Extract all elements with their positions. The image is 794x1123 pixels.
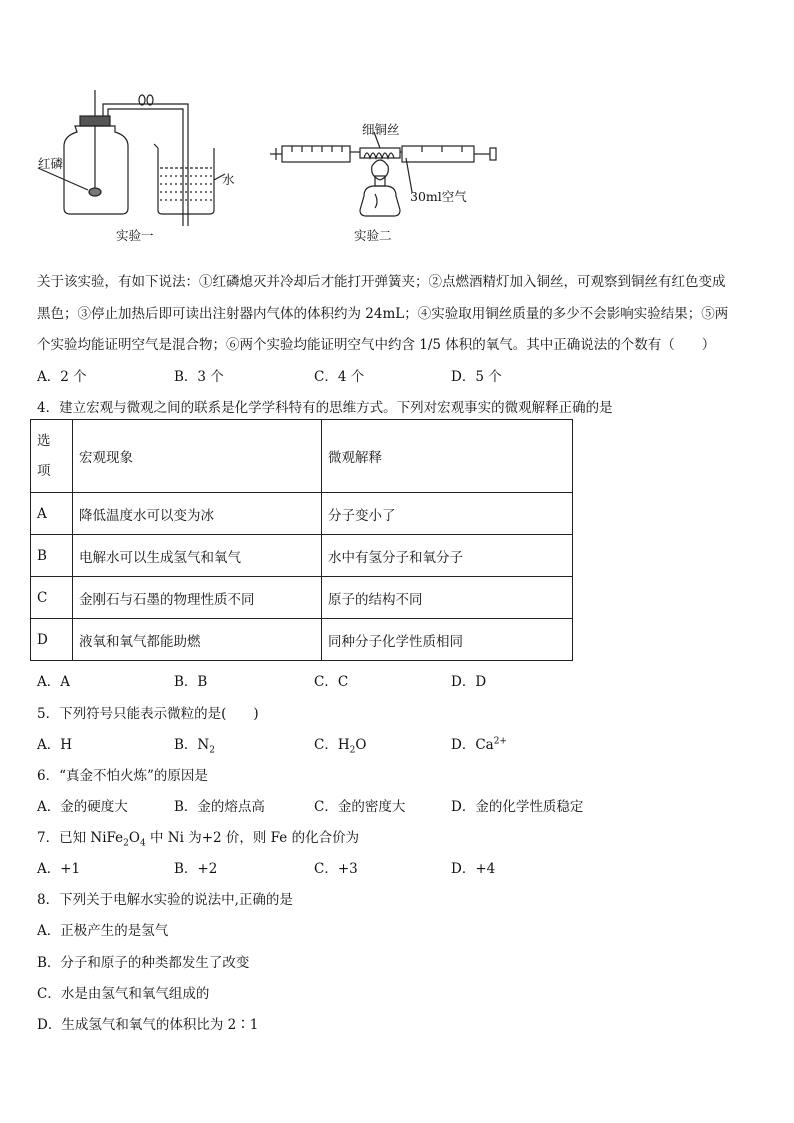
q7-stem-suffix: 中 Ni 为+2 价，则 Fe 的化合价为 xyxy=(145,830,360,846)
flask-apparatus xyxy=(38,90,225,226)
q7-option-c[interactable]: C．+3 xyxy=(314,861,358,877)
table-row xyxy=(31,577,573,619)
q5-c-text: C．H xyxy=(314,737,350,753)
header-micro: 微观解释 xyxy=(322,420,573,493)
q8-option-a[interactable]: A．正极产生的是氢气 xyxy=(37,923,169,939)
water-label: 水 xyxy=(222,172,235,187)
table-row xyxy=(31,535,573,577)
q6-option-a[interactable]: A．金的硬度大 xyxy=(37,799,128,815)
phosphorus-label: 红磷 xyxy=(38,156,64,171)
table-row xyxy=(31,619,573,661)
exp2-caption: 实验二 xyxy=(354,228,392,243)
q3-option-d[interactable]: D．5 个 xyxy=(451,369,502,385)
table-header-row xyxy=(31,420,573,493)
row-macro: 液氧和氧气都能助燃 xyxy=(73,619,322,661)
q5-option-d[interactable] xyxy=(451,733,507,753)
q3-line-2: 黑色；③停止加热后即可读出注射器内气体的体积约为 24mL；④实验取用铜丝质量的多少不会影响实验结果；⑤两 xyxy=(37,306,729,322)
q4-option-b[interactable]: B．B xyxy=(174,674,208,690)
q4-option-a[interactable]: A．A xyxy=(37,674,70,690)
row-option: B xyxy=(31,535,73,577)
row-micro: 原子的结构不同 xyxy=(322,577,573,619)
q4-option-d[interactable]: D．D xyxy=(451,674,487,690)
row-macro: 金刚石与石墨的物理性质不同 xyxy=(73,577,322,619)
q5-a-text: A．H xyxy=(37,737,73,753)
q5-b-text: B．N xyxy=(174,737,210,753)
q3-option-b[interactable]: B．3 个 xyxy=(174,369,224,385)
experiment-figures xyxy=(30,88,510,248)
q5-option-b[interactable] xyxy=(174,733,215,756)
header-macro: 宏观现象 xyxy=(73,420,322,493)
q5-option-c[interactable] xyxy=(314,733,366,756)
header-option-1: 选 xyxy=(37,433,51,449)
row-macro: 降低温度水可以变为冰 xyxy=(73,493,322,535)
q8-option-c[interactable]: C．水是由氢气和氧气组成的 xyxy=(37,986,210,1002)
q5-c-sub: 2 xyxy=(349,745,356,756)
row-micro: 分子变小了 xyxy=(322,493,573,535)
q8-stem: 8．下列关于电解水实验的说法中,正确的是 xyxy=(37,892,293,908)
header-option-2: 项 xyxy=(37,463,51,479)
q5-stem: 5．下列符号只能表示微粒的是( ) xyxy=(37,706,259,722)
row-micro: 同种分子化学性质相同 xyxy=(322,619,573,661)
q6-option-c[interactable]: C．金的密度大 xyxy=(314,799,406,815)
q7-option-b[interactable]: B．+2 xyxy=(174,861,218,877)
q7-stem-prefix: 7．已知 NiFe xyxy=(37,830,124,846)
q8-option-d[interactable]: D．生成氢气和氧气的体积比为 2∶1 xyxy=(37,1017,259,1033)
q8-option-b[interactable]: B．分子和原子的种类都发生了改变 xyxy=(37,955,250,971)
q6-option-b[interactable]: B．金的熔点高 xyxy=(174,799,265,815)
q7-stem-mid: O xyxy=(128,830,140,846)
q7-sub-1: 2 xyxy=(123,838,129,849)
air-label: 30ml空气 xyxy=(410,189,467,204)
q3-option-a[interactable]: A．2 个 xyxy=(37,369,87,385)
q3-line-3: 个实验均能证明空气是混合物；⑥两个实验均能证明空气中约含 1/5 体积的氧气。其中正确说法的个数有（ ） xyxy=(37,337,716,353)
q5-d-text: D．Ca xyxy=(451,737,494,753)
q6-stem: 6．“真金不怕火炼”的原因是 xyxy=(37,768,208,784)
q4-option-c[interactable]: C．C xyxy=(314,674,349,690)
q5-c-suffix: O xyxy=(355,737,367,753)
q7-option-a[interactable]: A．+1 xyxy=(37,861,81,877)
q4-table xyxy=(30,419,573,661)
q7-stem xyxy=(37,826,359,849)
q3-line-1: 关于该实验，有如下说法：①红磷熄灭并冷却后才能打开弹簧夹；②点燃酒精灯加入铜丝，可观察到铜丝有红色变成 xyxy=(37,274,726,290)
exp1-caption: 实验一 xyxy=(116,228,154,243)
wire-label: 细铜丝 xyxy=(362,122,400,137)
q4-stem: 4．建立宏观与微观之间的联系是化学学科特有的思维方式。下列对宏观事实的微观解释正确的是 xyxy=(37,400,613,416)
row-option: C xyxy=(31,577,73,619)
q5-d-sup: 2+ xyxy=(493,736,507,747)
q7-option-d[interactable]: D．+4 xyxy=(451,861,496,877)
q6-option-d[interactable]: D．金的化学性质稳定 xyxy=(451,799,584,815)
q5-option-a[interactable] xyxy=(37,733,72,753)
table-row xyxy=(31,493,573,535)
q3-option-c[interactable]: C．4 个 xyxy=(314,369,365,385)
row-option: A xyxy=(31,493,73,535)
row-macro: 电解水可以生成氢气和氧气 xyxy=(73,535,322,577)
row-option: D xyxy=(31,619,73,661)
q5-b-sub: 2 xyxy=(209,745,215,756)
row-micro: 水中有氢分子和氧分子 xyxy=(322,535,573,577)
q7-sub-2: 4 xyxy=(139,838,146,849)
